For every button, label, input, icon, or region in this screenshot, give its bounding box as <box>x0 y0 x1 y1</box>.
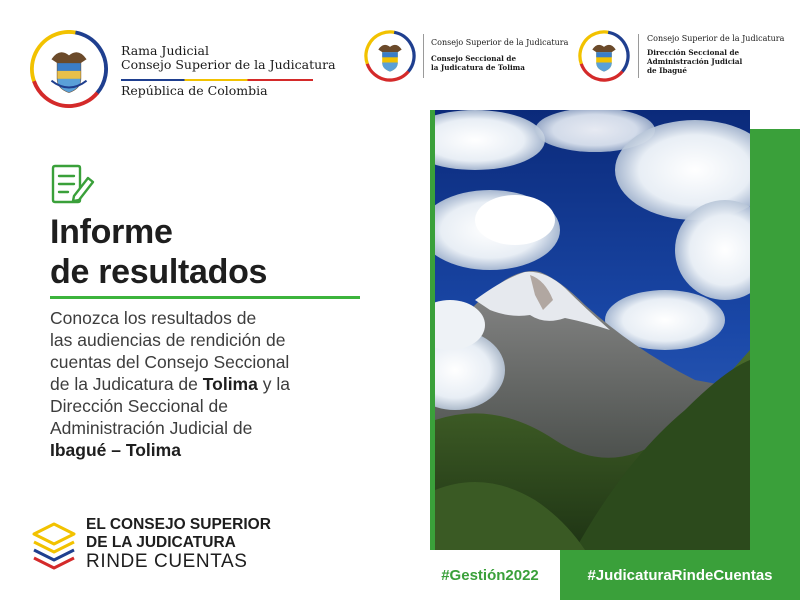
document-edit-icon <box>50 164 96 204</box>
mountain-illustration <box>435 110 750 550</box>
rinde-line-3: RINDE CUENTAS <box>86 551 248 572</box>
description-text <box>50 307 350 461</box>
body-span: y la <box>257 374 290 394</box>
body-line <box>50 439 350 461</box>
rinde-cuentas-logo <box>30 520 78 570</box>
logo3-subtitle <box>647 48 742 75</box>
header-subtitle: República de Colombia <box>121 83 268 98</box>
mountain-photo <box>435 110 750 550</box>
logo3-line: de Ibagué <box>647 66 687 75</box>
logo3-line: Dirección Seccional de <box>647 48 740 57</box>
logo-divider <box>638 34 639 78</box>
logo2-line: la Judicatura de Tolima <box>431 63 525 72</box>
body-line: Administración Judicial de <box>50 418 253 438</box>
body-line: Dirección Seccional de <box>50 396 229 416</box>
logo2-line: Consejo Seccional de <box>431 54 517 63</box>
body-bold: Ibagué – Tolima <box>50 440 181 460</box>
body-span: de la Judicatura de <box>50 374 203 394</box>
header-line-2: Consejo Superior de la Judicatura <box>121 57 336 72</box>
flag-divider <box>121 79 313 81</box>
body-line: Conozca los resultados de <box>50 308 257 328</box>
logo3-line: Administración Judicial <box>647 57 743 66</box>
logo3-title: Consejo Superior de la Judicatura <box>647 34 785 43</box>
coat-of-arms-seal-small <box>578 30 630 82</box>
hashtag-gestion: #Gestión2022 <box>441 566 539 584</box>
body-bold: Tolima <box>202 374 258 394</box>
header-main-text <box>121 44 336 72</box>
logo-divider <box>423 34 424 78</box>
logo2-subtitle <box>431 54 525 72</box>
rinde-line-1: EL CONSEJO SUPERIOR <box>86 516 271 533</box>
logo2-title: Consejo Superior de la Judicatura <box>431 38 569 47</box>
body-line: las audiencias de rendición de <box>50 330 286 350</box>
title-line: Informe <box>50 213 173 251</box>
body-line <box>50 373 350 395</box>
page-title <box>50 212 267 292</box>
title-underline <box>50 296 360 299</box>
header-line-1: Rama Judicial <box>121 43 209 58</box>
hashtag-judicatura: #JudicaturaRindeCuentas <box>560 550 800 600</box>
green-accent-block <box>748 129 800 550</box>
body-line: cuentas del Consejo Seccional <box>50 352 290 372</box>
coat-of-arms-seal-small <box>364 30 416 82</box>
coat-of-arms-seal <box>30 30 108 108</box>
title-line: de resultados <box>50 253 268 291</box>
rinde-line-2: DE LA JUDICATURA <box>86 534 236 551</box>
